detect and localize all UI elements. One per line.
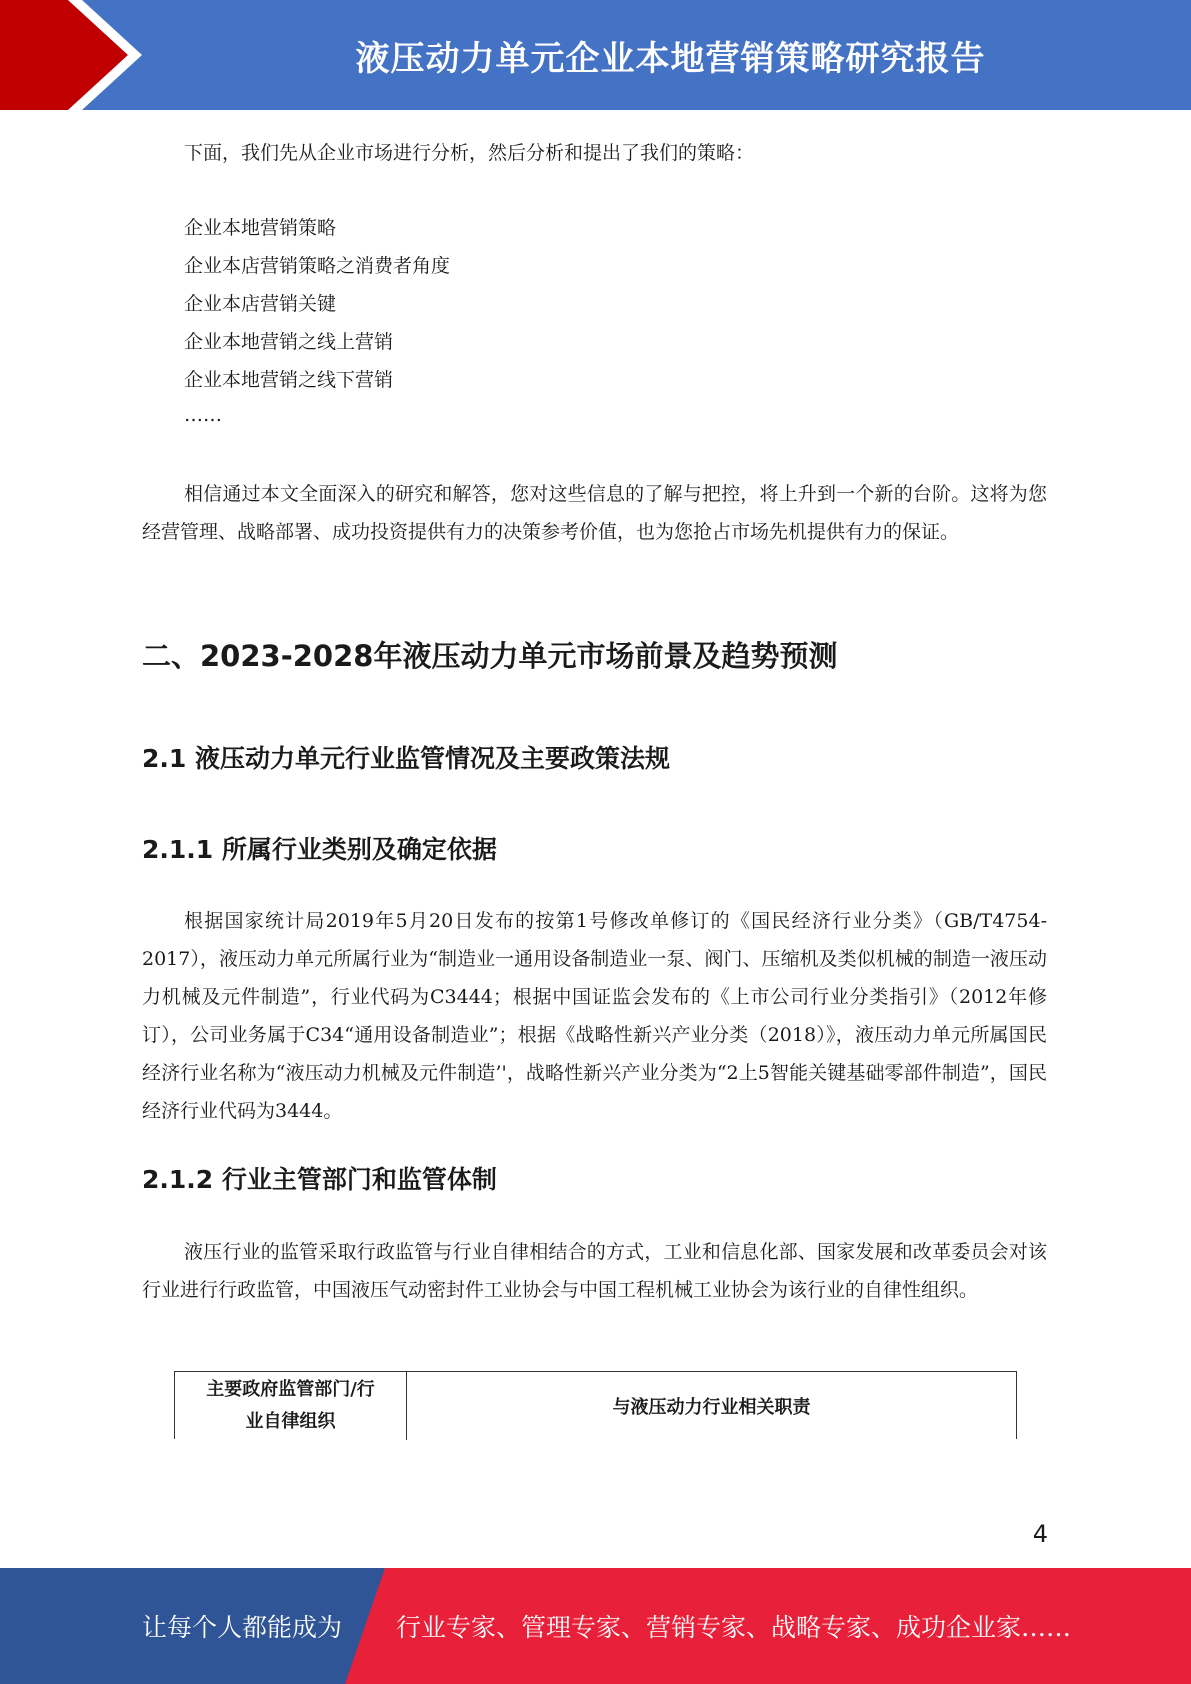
page-number: 4 <box>1032 1520 1048 1548</box>
list-item: 企业本地营销之线下营销 <box>184 369 394 391</box>
closing-paragraph: 相信通过本文全面深入的研究和解答，您对这些信息的了解与把控，将上升到一个新的台阶。这将为您经营管理、战略部署、成功投资提供有力的决策参考价值，也为您抢占市场先机提供有力的保证。 <box>142 483 1047 543</box>
section-heading: 二、2023-2028年液压动力单元市场前景及趋势预测 <box>142 639 838 673</box>
page-footer <box>0 1568 1191 1684</box>
body-paragraph: 根据国家统计局2019年5月20日发布的按第1号修改单修订的《国民经济行业分类》（GB/T4754-2017），液压动力单元所属行业为“制造业一通用设备制造业一泵、阀门、压缩机及类似机械的制造一液压动力机械及元件制造”，行业代码为C3444；根据中国证监会发布的《上市公司行业分类指引》（2012年修订），公司业务属于C34“通用设备制造业”；根据《战略性新兴产业分类（2018）》，液压动力单元所属国民经济行业名称为“液压动力机械及元件制造’'，战略性新兴产业分类为“2上5智能关键基础零部件制造”，国民经济行业代码为3444。 <box>142 910 1047 1122</box>
list-item: 企业本店营销策略之消费者角度 <box>184 255 451 277</box>
regulator-table <box>174 1371 1017 1439</box>
intro-paragraph: 下面，我们先从企业市场进行分析，然后分析和提出了我们的策略： <box>184 142 755 164</box>
page-header <box>0 0 1191 110</box>
list-item: 企业本地营销策略 <box>184 217 337 239</box>
report-title: 液压动力单元企业本地营销策略研究报告 <box>355 38 986 79</box>
subsection-heading: 2.1.2 行业主管部门和监管体制 <box>142 1165 497 1194</box>
list-item: 企业本店营销关键 <box>184 293 337 315</box>
header-chevron-icon <box>0 0 150 110</box>
table-header-cell: 主要政府监管部门/行业自律组织 <box>175 1372 407 1440</box>
body-paragraph: 液压行业的监管采取行政监管与行业自律相结合的方式，工业和信息化部、国家发展和改革委员会对该行业进行行政监管，中国液压气动密封件工业协会与中国工程机械工业协会为该行业的自律性组织。 <box>142 1241 1047 1301</box>
list-item: …… <box>184 404 222 426</box>
table-header-cell: 与液压动力行业相关职责 <box>612 1397 811 1418</box>
footer-slogan-left: 让每个人都能成为 <box>142 1613 343 1642</box>
footer-slogan-right: 行业专家、管理专家、营销专家、战略专家、成功企业家…… <box>396 1613 1072 1642</box>
list-item: 企业本地营销之线上营销 <box>184 331 394 353</box>
subsection-heading: 2.1 液压动力单元行业监管情况及主要政策法规 <box>142 744 670 773</box>
subsection-heading: 2.1.1 所属行业类别及确定依据 <box>142 835 497 864</box>
